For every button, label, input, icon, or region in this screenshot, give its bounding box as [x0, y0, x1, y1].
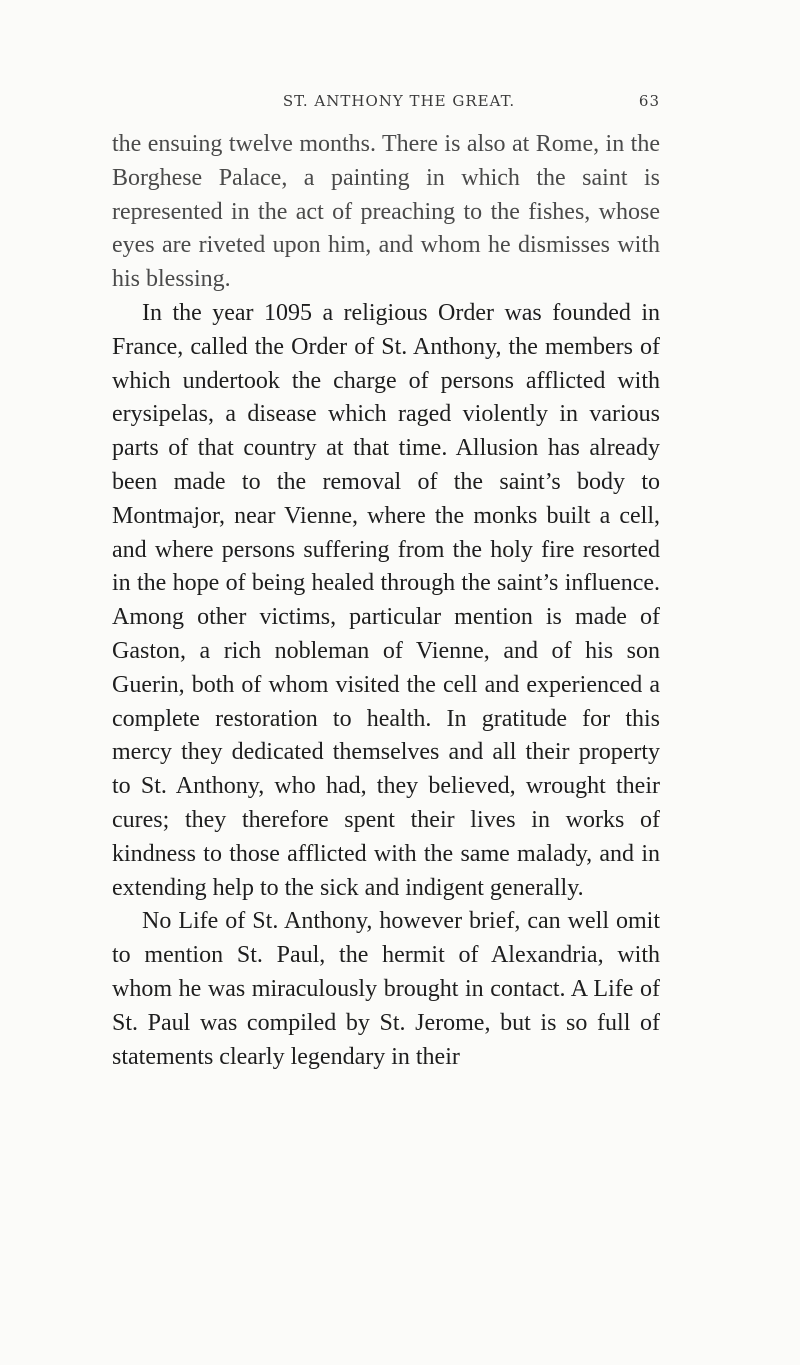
paragraph-continued: the ensuing twelve months. There is also at Rome, in the Borghese Palace, a painting in which the saint is represented in the act of preaching to the fishes, whose eyes are riveted upon him, and whom he dismisses with his blessing.: [112, 131, 660, 293]
body-text: [112, 128, 660, 1074]
page-number: 63: [638, 92, 660, 110]
paragraph-order-of-st-anthony: In the year 1095 a religious Order was founded in France, called the Order of St. Anthony, the members of which undertook the charge of persons afflicted with erysipelas, a disease which raged violently in various parts of that country at that time. Allusion has already been made to the removal of the saint’s body to Montmajor, near Vienne, where the monks built a cell, and where persons suffering from the holy fire resorted in the hope of being healed through the saint’s influence. Among other victims, particular mention is made of Gaston, a rich nobleman of Vienne, and of his son Guerin, both of whom visited the cell and experienced a complete restoration to health. In gratitude for this mercy they dedicated themselves and all their property to St. Anthony, who had, they believed, wrought their cures; they therefore spent their lives in works of kindness to those afflicted with the same malady, and in extending help to the sick and indigent generally.: [112, 299, 660, 901]
paragraph-st-paul: No Life of St. Anthony, however brief, can well omit to mention St. Paul, the hermit of Alexandria, with whom he was miraculously brought in contact. A Life of St. Paul was compiled by St. Jerome, but is so full of statements clearly legendary in their: [112, 908, 660, 1070]
running-head: [138, 92, 660, 116]
running-title: ST. ANTHONY THE GREAT.: [282, 92, 516, 110]
